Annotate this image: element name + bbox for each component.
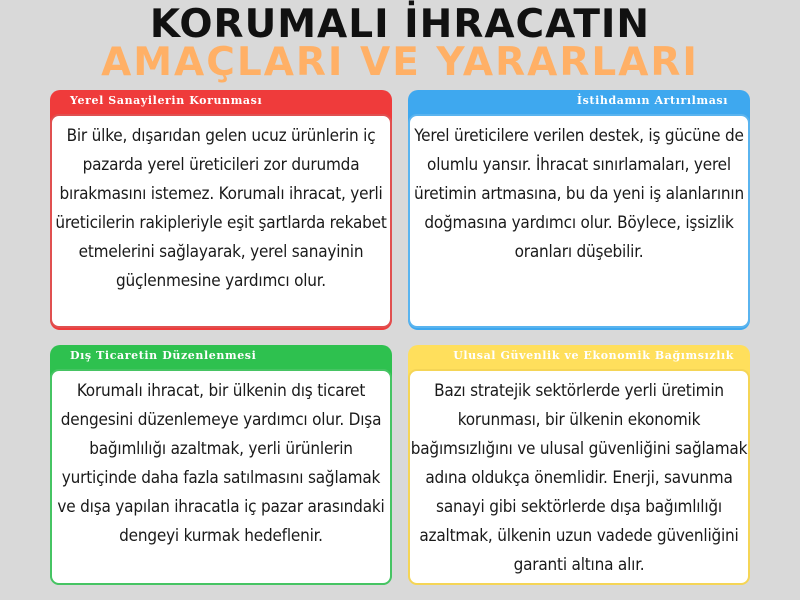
card-text-foreign-trade: Korumalı ihracat, bir ülkenin dış ticaret dengesini düzenlemeye yardımcı olur. Dışa bağımlılığı azaltmak, yerli ürünlerin yurtiçinde daha fazla satılmasını sağlamak ve dışa yapılan ihracatla iç pazar arasındaki dengeyi kurmak hedeflenir. [57,381,385,546]
title-line-2: AMAÇLARI VE YARARLARI [101,40,699,85]
card-local-industry [50,90,392,330]
card-label-employment: İstihdamın Artırılması [576,94,728,107]
card-text-national-security: Bazı stratejik sektörlerde yerli üretimin korunması, bir ülkenin ekonomik bağımsızlığını ve ulusal güvenliğini sağlamak adına oldukça önemlidir. Enerji, savunma sanayi gibi sektörlerde dışa bağımlılığı azaltmak, ülkenin uzun vadede güvenliğini garanti altına alır. [410,381,748,575]
card-panel-employment [408,114,750,328]
card-label-national-security: Ulusal Güvenlik ve Ekonomik Bağımsızlık [453,349,734,362]
card-label-local-industry: Yerel Sanayilerin Korunması [70,94,263,107]
card-panel-local-industry [50,114,392,328]
card-panel-foreign-trade [50,369,392,585]
card-text-local-industry: Bir ülke, dışarıdan gelen ucuz ürünlerin iç pazarda yerel üreticileri zor durumda bırakmasını istemez. Korumalı ihracat, yerli üreticilerin rakipleriyle eşit şartlarda rekabet etmelerini sağlayarak, yerel sanayinin güçlenmesine yardımcı olur. [55,126,387,291]
card-employment [408,90,750,330]
card-national-security [408,345,750,585]
card-label-foreign-trade: Dış Ticaretin Düzenlenmesi [70,349,257,362]
card-foreign-trade [50,345,392,585]
card-text-employment: Yerel üreticilere verilen destek, iş gücüne de olumlu yansır. İhracat sınırlamaları, yerel üretimin artmasına, bu da yeni iş alanlarının doğmasına yardımcı olur. Böylece, işsizlik oranları düşebilir. [414,126,744,262]
title-line-1: KORUMALI İHRACATIN [149,2,651,47]
card-panel-national-security [408,369,750,585]
